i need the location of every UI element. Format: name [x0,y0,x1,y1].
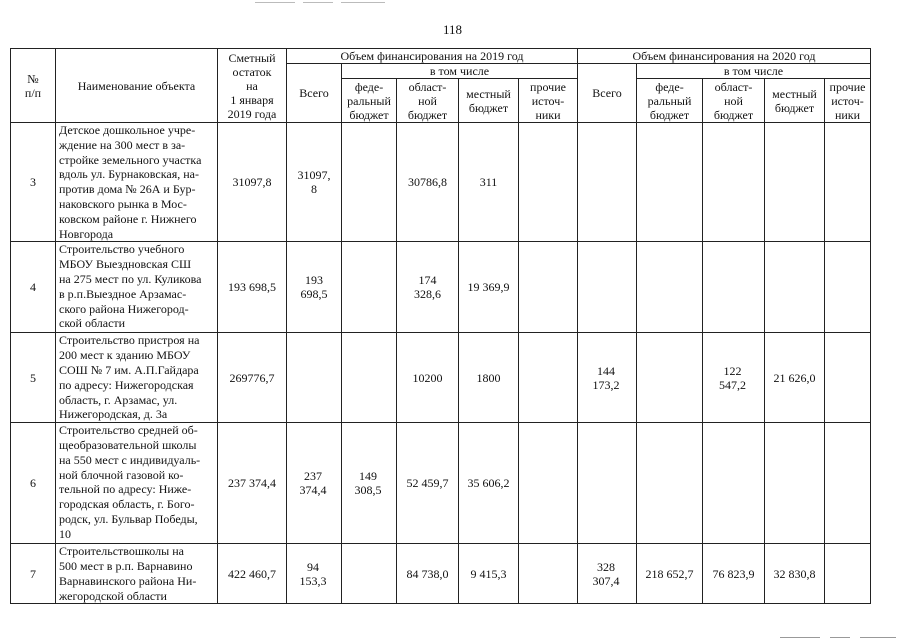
y2019-federal [342,544,397,604]
row-num: 7 [11,544,56,604]
header-estimate: Сметный остаток на 1 января 2019 года [218,49,287,123]
header-2020-local: местный бюджет [765,79,825,123]
header-2019-including: в том числе [342,64,578,79]
header-2019-other: прочие источ- ники [519,79,578,123]
table-row [11,423,871,544]
y2019-other [519,333,578,423]
row-num: 6 [11,423,56,544]
row-num: 4 [11,242,56,333]
y2019-total: 94 153,3 [287,544,342,604]
y2019-federal [342,333,397,423]
y2019-local: 311 [459,123,519,242]
y2020-regional [703,123,765,242]
y2020-regional: 122 547,2 [703,333,765,423]
estimate-balance: 193 698,5 [218,242,287,333]
header-2019-total: Всего [287,64,342,123]
header-2019-regional: област- ной бюджет [397,79,459,123]
y2020-local [765,123,825,242]
y2020-other [825,242,871,333]
table-row [11,333,871,423]
y2019-local: 1800 [459,333,519,423]
y2019-other [519,423,578,544]
y2020-total [578,242,637,333]
y2020-other [825,333,871,423]
y2020-local [765,423,825,544]
y2020-federal: 218 652,7 [637,544,703,604]
header-2020-other: прочие источ- ники [825,79,871,123]
y2019-total: 193 698,5 [287,242,342,333]
y2019-regional: 174 328,6 [397,242,459,333]
object-name: Строительство средней об- щеобразовательной школы на 550 мест с индивидуаль- ной блочной газовой ко- тельной по адресу: Ниже- городская область, г. Бого- родск, ул. Бульвар Победы, 10 [56,423,218,544]
row-num: 5 [11,333,56,423]
y2020-other [825,544,871,604]
estimate-balance: 237 374,4 [218,423,287,544]
y2020-regional [703,242,765,333]
y2020-total [578,423,637,544]
y2019-federal [342,242,397,333]
y2019-regional: 52 459,7 [397,423,459,544]
object-name: Строительствошколы на 500 мест в р.п. Варнавино Варнавинского района Ни- жегородской области [56,544,218,604]
table-row [11,544,871,604]
header-group-2020: Объем финансирования на 2020 год [578,49,871,64]
header-2020-regional: област- ной бюджет [703,79,765,123]
y2019-federal: 149 308,5 [342,423,397,544]
y2020-total [578,123,637,242]
y2020-other [825,423,871,544]
header-2019-local: местный бюджет [459,79,519,123]
y2019-other [519,123,578,242]
y2019-total: 237 374,4 [287,423,342,544]
object-name: Строительство учебного МБОУ Выездновская СШ на 275 мест по ул. Куликова в р.п.Выездное Арзамас- ского района Нижегород- ской области [56,242,218,333]
y2019-total [287,333,342,423]
y2020-federal [637,423,703,544]
estimate-balance: 31097,8 [218,123,287,242]
y2019-local: 9 415,3 [459,544,519,604]
y2020-total: 144 173,2 [578,333,637,423]
header-2020-total: Всего [578,64,637,123]
y2019-regional: 84 738,0 [397,544,459,604]
y2020-local: 21 626,0 [765,333,825,423]
y2020-local [765,242,825,333]
y2020-other [825,123,871,242]
y2019-regional: 30786,8 [397,123,459,242]
y2020-regional [703,423,765,544]
financing-table [10,48,871,604]
y2020-federal [637,123,703,242]
estimate-balance: 269776,7 [218,333,287,423]
y2020-total: 328 307,4 [578,544,637,604]
header-name: Наименование объекта [56,49,218,123]
header-group-2019: Объем финансирования на 2019 год [287,49,578,64]
header-2019-federal: феде- ральный бюджет [342,79,397,123]
y2019-total: 31097, 8 [287,123,342,242]
bottom-scan-marks [760,634,900,640]
header-num: № п/п [11,49,56,123]
object-name: Детское дошкольное учре- ждение на 300 мест в за- стройке земельного участка вдоль ул. Бурнаковская, на- против дома № 26А и Бур- наковского рынка в Мос- ковском районе г. Нижнего Новгорода [56,123,218,242]
y2020-regional: 76 823,9 [703,544,765,604]
y2020-federal [637,242,703,333]
y2019-local: 35 606,2 [459,423,519,544]
header-2020-including: в том числе [637,64,871,79]
y2019-local: 19 369,9 [459,242,519,333]
y2020-federal [637,333,703,423]
header-2020-federal: феде- ральный бюджет [637,79,703,123]
object-name: Строительство пристроя на 200 мест к зданию МБОУ СОШ № 7 им. А.П.Гайдара по адресу: Нижегородская область, г. Арзамас, ул. Нижегородская, д. 3а [56,333,218,423]
page-number: 118 [442,22,463,37]
y2020-local: 32 830,8 [765,544,825,604]
table-row [11,123,871,242]
y2019-regional: 10200 [397,333,459,423]
top-scan-marks [255,0,385,8]
y2019-other [519,242,578,333]
estimate-balance: 422 460,7 [218,544,287,604]
table-row [11,242,871,333]
y2019-other [519,544,578,604]
y2019-federal [342,123,397,242]
row-num: 3 [11,123,56,242]
